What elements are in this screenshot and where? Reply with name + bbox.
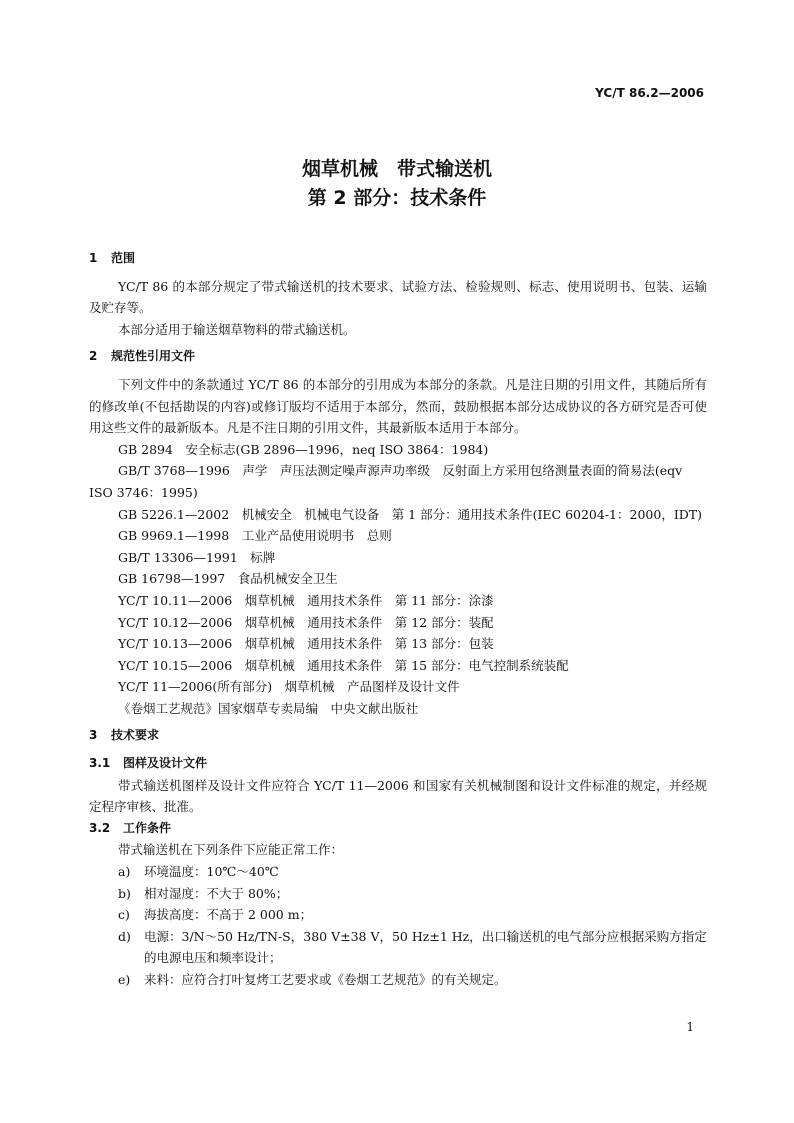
reference-item: YC/T 11—2006(所有部分) 烟草机械 产品图样及设计文件 xyxy=(118,679,460,695)
paragraph: YC/T 86 的本部分规定了带式输送机的技术要求、试验方法、检验规则、标志、使用说明书、包装、运输及贮存等。 xyxy=(89,278,707,316)
subsection-title: 图样及设计文件 xyxy=(123,756,208,771)
reference-item: GB/T 3768—1996 声学 声压法测定噪声源声功率级 反射面上方采用包络测量表面的简易法(eqv ISO 3746：1995) xyxy=(89,463,683,500)
list-text: 相对湿度：不大于 80%； xyxy=(144,885,289,901)
document-subtitle: 第 2 部分：技术条件 xyxy=(307,187,487,209)
subsection-heading xyxy=(89,818,707,840)
section-title: 范围 xyxy=(111,251,136,265)
section-number: 2 xyxy=(89,349,98,364)
section-number: 3 xyxy=(89,728,98,743)
list-text: 环境温度：10℃～40℃ xyxy=(144,864,279,880)
section-heading xyxy=(89,346,707,368)
reference-item: GB 5226.1—2002 机械安全 机械电气设备 第 1 部分：通用技术条件(IEC 60204-1：2000，IDT) xyxy=(118,506,702,522)
reference-item: YC/T 10.15—2006 烟草机械 通用技术条件 第 15 部分：电气控制系统装配 xyxy=(118,657,569,673)
paragraph: 带式输送机在下列条件下应能正常工作： xyxy=(118,842,344,858)
subsection-number: 3.1 xyxy=(89,756,111,771)
list-text: 海拔高度：不高于 2 000 m； xyxy=(144,907,313,923)
reference-item: YC/T 10.11—2006 烟草机械 通用技术条件 第 11 部分：涂漆 xyxy=(118,592,494,608)
document-body xyxy=(89,248,707,991)
list-text: 电源：3/N～50 Hz/TN-S，380 V±38 V，50 Hz±1 Hz，出口输送机的电气部分应根据采购方指定的电源电压和频率设计； xyxy=(144,928,707,966)
reference-item: 《卷烟工艺规范》国家烟草专卖局编 中央文献出版社 xyxy=(118,700,419,716)
reference-item: GB/T 13306—1991 标牌 xyxy=(118,549,276,565)
section-title: 规范性引用文件 xyxy=(111,349,196,364)
list-item xyxy=(89,861,707,883)
document-title: 烟草机械 带式输送机 xyxy=(301,158,492,180)
section-number: 1 xyxy=(89,251,98,265)
list-marker: b) xyxy=(118,885,131,901)
list-item xyxy=(89,904,707,926)
list-marker: e) xyxy=(118,972,131,987)
list-item xyxy=(89,883,707,905)
reference-item: GB 9969.1—1998 工业产品使用说明书 总则 xyxy=(118,528,392,544)
reference-item: GB 16798—1997 食品机械安全卫生 xyxy=(118,571,338,587)
section-heading xyxy=(89,725,707,747)
list-marker: d) xyxy=(118,928,131,944)
paragraph: 下列文件中的条款通过 YC/T 86 的本部分的引用成为本部分的条款。凡是注日期的引用文件，其随后所有的修改单(不包括勘误的内容)或修订版均不适用于本部分，然而，鼓励根据本部分达成协议的各方研究是否可使用这些文件的最新版本。凡是不注日期的引用文件，其最新版本适用于本部分。 xyxy=(89,376,707,436)
standard-code: YC/T 86.2—2006 xyxy=(595,86,704,100)
subsection-title: 工作条件 xyxy=(123,820,172,835)
reference-item: YC/T 10.13—2006 烟草机械 通用技术条件 第 13 部分：包装 xyxy=(118,636,494,652)
section-title: 技术要求 xyxy=(111,728,160,743)
list-item xyxy=(89,969,707,991)
reference-item: YC/T 10.12—2006 烟草机械 通用技术条件 第 12 部分：装配 xyxy=(118,614,494,630)
page-number: 1 xyxy=(686,1020,694,1034)
subsection-heading xyxy=(89,753,707,775)
list-marker: c) xyxy=(118,907,130,923)
paragraph: 本部分适用于输送烟草物料的带式输送机。 xyxy=(118,321,356,337)
subsection-number: 3.2 xyxy=(89,820,111,835)
list-text: 来料：应符合打叶复烤工艺要求或《卷烟工艺规范》的有关规定。 xyxy=(144,972,507,987)
reference-item: GB 2894 安全标志(GB 2896—1996，neq ISO 3864：1984) xyxy=(118,441,489,457)
list-marker: a) xyxy=(118,864,131,880)
paragraph: 带式输送机图样及设计文件应符合 YC/T 11—2006 和国家有关机械制图和设计文件标准的规定，并经规定程序审核、批准。 xyxy=(89,777,707,815)
list-item xyxy=(89,926,707,969)
section-heading xyxy=(89,248,707,270)
